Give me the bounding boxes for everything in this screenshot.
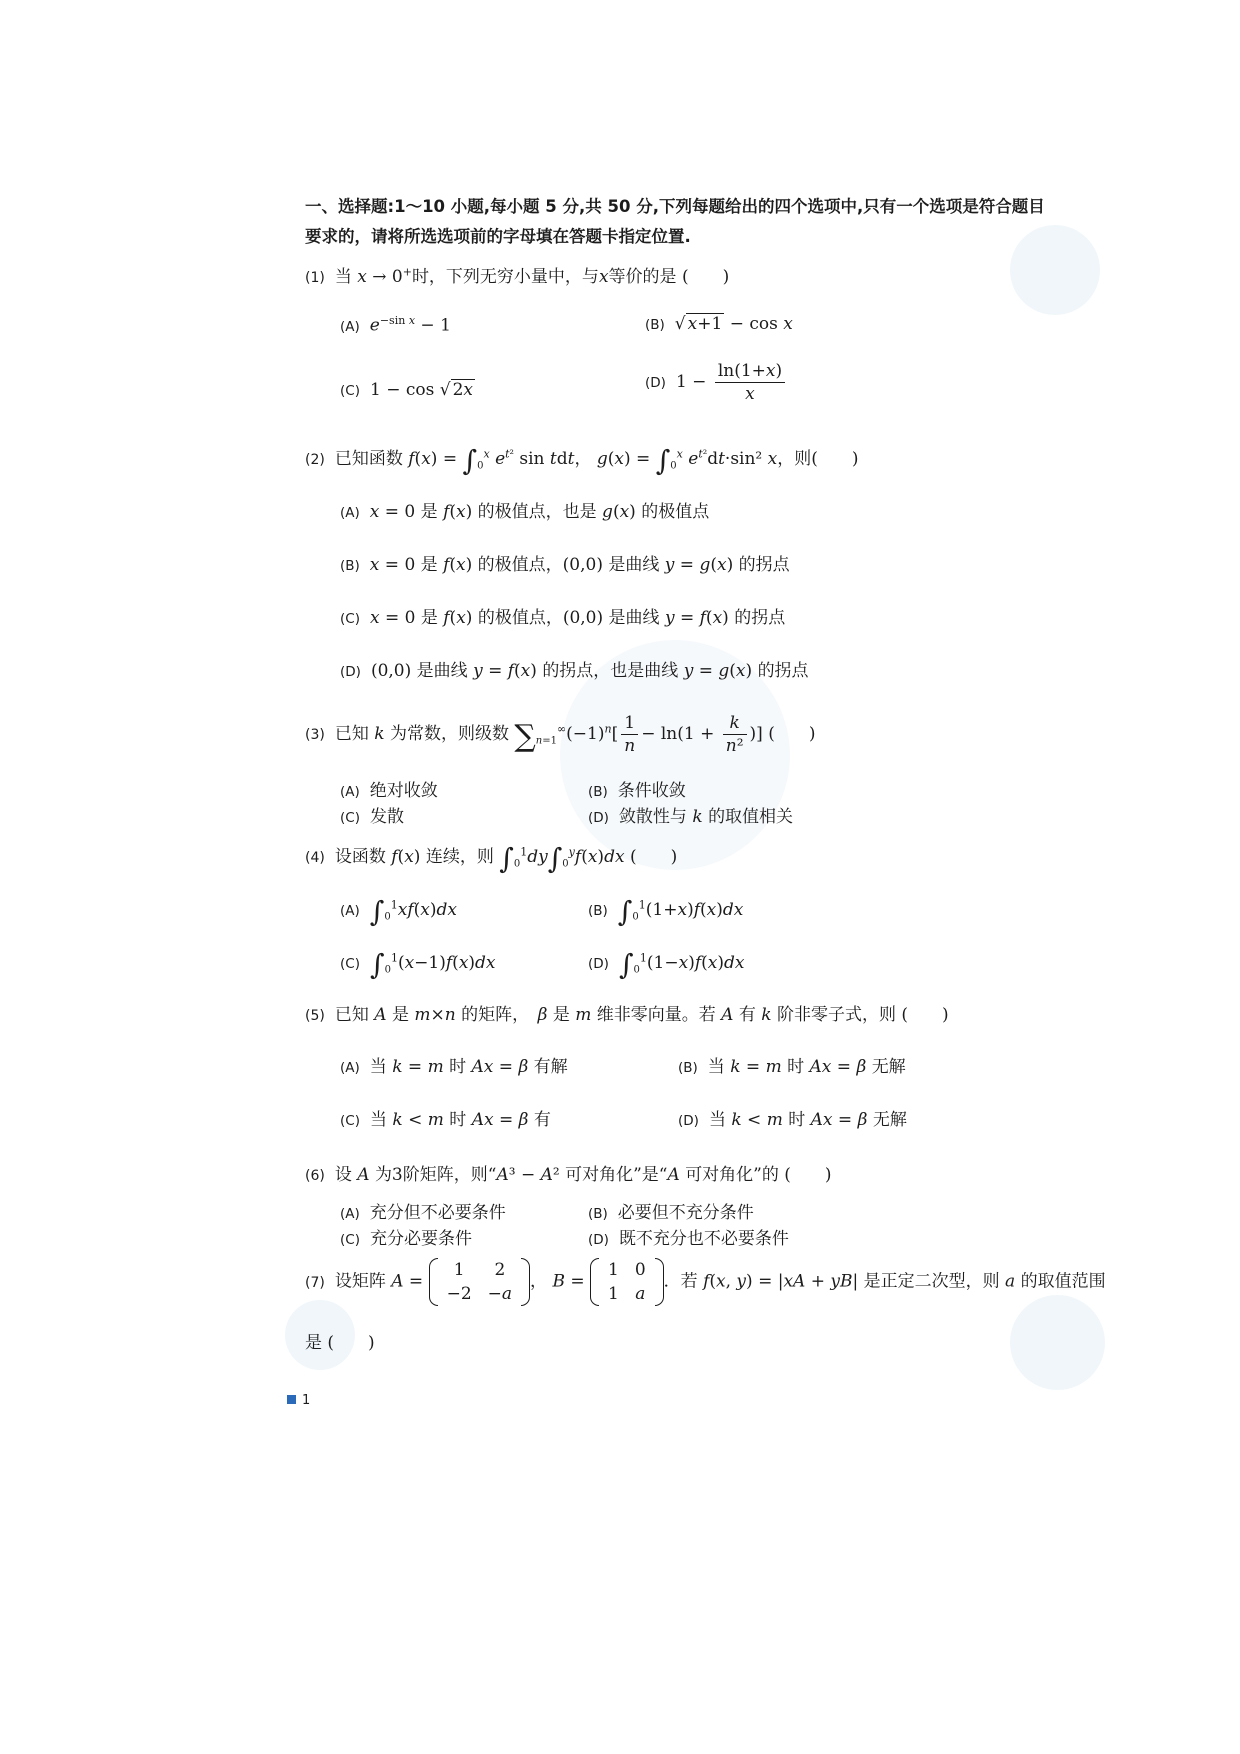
header-line-2: 要求的，请将所选选项前的字母填在答题卡指定位置. [305,227,691,246]
q1-option-a[interactable]: (A) $e^{-sin x} - 1$ [340,314,451,336]
page-number: 1 [302,1393,311,1408]
question-3: (3) 已知 k 为常数，则级数 $\sum_{n=1}^\infty(-1)^n$[ $\frac{1}{n}$ − ln(1 + $\frac{k}{\text{n²}}$ )] ( ) [305,713,816,756]
question-4: (4) 设函数 f(x) 连续，则 $\int_0^1dy\int_0^yf(x)dx$ ( ) [305,842,678,875]
q5-option-b[interactable]: (B) 当 k = m 时 Ax = β 无解 [678,1057,906,1077]
q5-option-d[interactable]: (D) 当 k < m 时 Ax = β 无解 [678,1110,907,1130]
q4-option-a[interactable]: (A) $\int_0^1xf(x)dx$ [340,895,457,928]
q3-option-c[interactable]: (C) 发散 [340,807,404,827]
q6-option-c[interactable]: (C) 充分必要条件 [340,1229,472,1249]
q1-option-c[interactable]: (C) 1 − cos √ 2x [340,380,473,400]
question-7-line-2: 是 ( ) [305,1333,375,1353]
header-line-1: 一、选择题:1～10 小题,每小题 5 分,共 50 分,下列每题给出的四个选项中,只有一个选项是符合题目 [305,197,1045,216]
matrix-b: 1 0 1 a [590,1258,664,1306]
q4-option-b[interactable]: (B) $\int_0^1(1+x)f(x)dx$ [588,895,744,928]
q2-option-a[interactable]: (A) x = 0 是 f(x) 的极值点，也是 g(x) 的极值点 [340,502,710,522]
question-6: (6) 设 A 为3阶矩阵，则“A³ − A² 可对角化”是“A 可对角化”的 ( ) [305,1165,832,1185]
question-5: (5) 已知 A 是 m×n 的矩阵， β 是 m 维非零向量。若 A 有 k 阶非零子式，则 ( ) [305,1005,949,1025]
q6-option-b[interactable]: (B) 必要但不充分条件 [588,1203,754,1223]
q3-option-b[interactable]: (B) 条件收敛 [588,781,686,801]
section-header [305,192,1085,252]
q5-option-c[interactable]: (C) 当 k < m 时 Ax = β 有 [340,1110,551,1130]
q6-option-a[interactable]: (A) 充分但不必要条件 [340,1203,506,1223]
q1-option-d[interactable]: (D) 1 − $\frac{\ln(1+x)}{x}$ [645,360,788,405]
q4-option-c[interactable]: (C) $\int_0^1(x-1)f(x)dx$ [340,948,496,981]
q3-option-a[interactable]: (A) 绝对收敛 [340,781,438,801]
q2-option-b[interactable]: (B) x = 0 是 f(x) 的极值点，(0,0) 是曲线 y = g(x) 的拐点 [340,555,790,575]
q1-option-b[interactable]: (B) √ x+1 − cos x [645,314,793,334]
footer-square-icon [287,1395,296,1404]
question-1: (1) 当 x → 0+时，下列无穷小量中，与x等价的是 ( ) [305,265,730,287]
question-2: (2) 已知函数 $f(x) = \int_0^x$ $e^{t^2}$ sin tdt， $g(x) = \int_0^x$ $e^{t^2}dt\cdot\sin^2$ x，则( ) [305,444,859,477]
q3-option-d[interactable]: (D) 敛散性与 k 的取值相关 [588,807,794,827]
matrix-a: 1 2 −2 −a [429,1258,530,1306]
q4-option-d[interactable]: (D) $\int_0^1(1-x)f(x)dx$ [588,948,745,981]
q2-option-c[interactable]: (C) x = 0 是 f(x) 的极值点，(0,0) 是曲线 y = f(x) 的拐点 [340,608,786,628]
q6-option-d[interactable]: (D) 既不充分也不必要条件 [588,1229,789,1249]
q2-option-d[interactable]: (D) (0,0) 是曲线 y = f(x) 的拐点，也是曲线 y = g(x) 的拐点 [340,661,809,681]
q5-option-a[interactable]: (A) 当 k = m 时 Ax = β 有解 [340,1057,568,1077]
page-footer [287,1393,310,1408]
watermark-logo [1010,1295,1105,1390]
question-7: (7) 设矩阵 A = 1 2 −2 −a ， B = 1 0 1 a ．若 f(x, y) = |xA + yB| 是正定二次型，则 a 的取值范围 [305,1260,1106,1304]
